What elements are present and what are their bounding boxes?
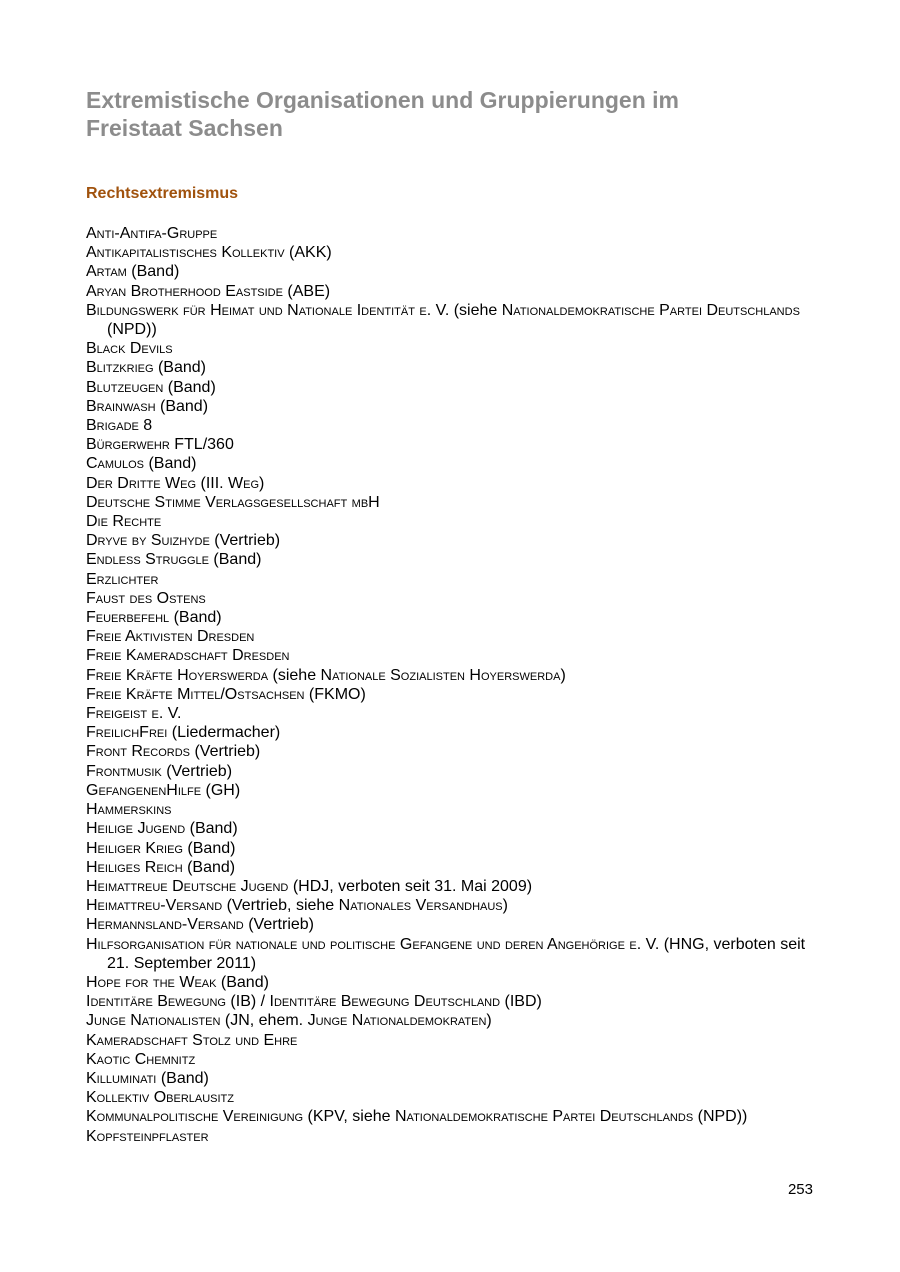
organization-name: Freie Kräfte Hoyerswerda <box>86 666 269 684</box>
organization-entry <box>86 781 826 800</box>
organization-note: (NPD)) <box>107 321 157 339</box>
organization-name: Antikapitalistisches Kollektiv <box>86 244 285 262</box>
organization-entry <box>86 839 826 858</box>
organization-entry <box>86 627 826 646</box>
organization-note: (Vertrieb) <box>209 532 281 550</box>
organization-name: Junge Nationalisten <box>86 1012 221 1030</box>
organization-note: V. (siehe <box>431 301 502 319</box>
organization-entry <box>86 435 826 454</box>
organization-entry <box>86 819 826 838</box>
organization-entry <box>86 378 826 397</box>
organization-name: FreilichFrei <box>86 724 168 742</box>
organization-entry <box>86 685 826 704</box>
organization-entry <box>86 416 826 435</box>
organization-note: V. (HNG, verboten seit 21. September 2011) <box>107 935 806 972</box>
organization-name: Bildungswerk für Heimat und Nationale Identität e. <box>86 301 432 319</box>
organization-entry <box>86 742 826 761</box>
organization-note: (Band) <box>185 820 238 838</box>
organization-name: Identitäre Bewegung Deutschland <box>269 993 501 1011</box>
organization-name: Nationaldemokratische Partei Deutschlands <box>395 1108 694 1126</box>
organization-note: (Band) <box>144 455 197 473</box>
page-number: 253 <box>787 1181 813 1198</box>
organization-note: (ABE) <box>282 282 331 300</box>
document-title-line-1: Extremistische Organisationen und Gruppierungen im <box>86 87 679 113</box>
document-title <box>86 86 826 142</box>
organization-entry <box>86 935 826 973</box>
organization-name: Deutsche Stimme Verlagsgesellschaft mbH <box>86 493 380 511</box>
organization-note: (NPD)) <box>693 1108 748 1126</box>
organization-note: (Band) <box>182 858 236 876</box>
organization-note: (Band) <box>126 263 180 281</box>
organization-note: (IBD) <box>500 993 542 1011</box>
organization-note: (AKK) <box>284 244 332 262</box>
organization-name: Erzlichter <box>86 570 159 588</box>
organization-name: Heiliges Reich <box>86 858 183 876</box>
organization-name: Hilfsorganisation für nationale und politische Gefangene und deren Angehörige e. <box>86 935 642 953</box>
organization-name: Bürgerwehr <box>86 436 170 454</box>
organization-name: Identitäre Bewegung <box>86 993 226 1011</box>
organization-note: (GH) <box>201 781 241 799</box>
organization-note: FTL/360 <box>169 436 234 454</box>
organization-note: (FKMO) <box>304 685 366 703</box>
organization-note: (Band) <box>169 609 222 627</box>
organization-entry <box>86 512 826 531</box>
organization-name: Freie Kräfte Mittel/Ostsachsen <box>86 685 305 703</box>
organization-name: Dryve by Suizhyde <box>86 532 210 550</box>
organization-name: Der Dritte Weg (III. Weg) <box>86 474 265 492</box>
organization-note: (Vertrieb, siehe <box>222 897 339 915</box>
organization-entry <box>86 1011 826 1030</box>
organization-entry <box>86 493 826 512</box>
organization-entry <box>86 358 826 377</box>
organization-name: Killuminati <box>86 1069 157 1087</box>
organization-entry <box>86 282 826 301</box>
organization-name: Kaotic Chemnitz <box>86 1050 196 1068</box>
organization-entry <box>86 608 826 627</box>
organization-name: Anti-Antifa-Gruppe <box>86 225 218 242</box>
organization-name: GefangenenHilfe <box>86 781 202 799</box>
organization-entry <box>86 1050 826 1069</box>
organization-note: (KPV, siehe <box>303 1108 395 1126</box>
organization-name: Hope for the Weak <box>86 973 217 991</box>
organization-entry <box>86 1107 826 1126</box>
organization-entry <box>86 992 826 1011</box>
organization-entry <box>86 666 826 685</box>
organization-note: (Vertrieb) <box>190 743 261 761</box>
organization-entry <box>86 800 826 819</box>
organization-entry <box>86 589 826 608</box>
organization-name: Freie Kameradschaft Dresden <box>86 647 290 665</box>
organization-entry <box>86 877 826 896</box>
organization-name: Die Rechte <box>86 513 162 531</box>
organization-name: Heimattreue Deutsche Jugend <box>86 877 289 895</box>
organization-entry <box>86 262 826 281</box>
organization-note: ) <box>486 1012 492 1030</box>
organization-name: Faust des Ostens <box>86 589 206 607</box>
organization-entry <box>86 397 826 416</box>
organization-entry <box>86 224 826 243</box>
organization-name: Kameradschaft Stolz und Ehre <box>86 1031 298 1049</box>
organization-entry <box>86 973 826 992</box>
organization-name: Brainwash <box>86 397 156 415</box>
organization-note: 8 <box>138 417 153 435</box>
organization-entry <box>86 301 826 339</box>
organization-name: Nationales Versandhaus <box>338 897 503 915</box>
organization-name: Hammerskins <box>86 801 172 819</box>
organization-entry <box>86 474 826 493</box>
organization-name: Feuerbefehl <box>86 609 170 627</box>
organization-list <box>86 224 826 1146</box>
organization-name: Heimattreu-Versand <box>86 897 223 915</box>
organization-name: Aryan Brotherhood Eastside <box>86 282 283 300</box>
organization-note: (Vertrieb) <box>243 916 314 934</box>
organization-note: (Liedermacher) <box>167 724 281 742</box>
organization-name: Freie Aktivisten Dresden <box>86 628 255 646</box>
organization-name: Endless Struggle <box>86 551 209 569</box>
organization-note: (IB) / <box>225 993 270 1011</box>
organization-note: (Band) <box>155 397 209 415</box>
organization-note: (Band) <box>216 973 269 991</box>
organization-entry <box>86 646 826 665</box>
organization-name: Hermannsland-Versand <box>86 916 244 934</box>
organization-note: (Vertrieb) <box>161 762 233 780</box>
document-title-line-2: Freistaat Sachsen <box>86 115 283 141</box>
organization-name: Junge Nationaldemokraten <box>307 1012 487 1030</box>
organization-name: Camulos <box>86 455 145 473</box>
organization-entry <box>86 858 826 877</box>
organization-name: Kommunalpolitische Vereinigung <box>86 1108 304 1126</box>
organization-note: (siehe <box>268 666 321 684</box>
organization-entry <box>86 896 826 915</box>
organization-entry <box>86 1069 826 1088</box>
organization-entry <box>86 723 826 742</box>
organization-name: Brigade <box>86 417 139 435</box>
organization-entry <box>86 531 826 550</box>
organization-entry <box>86 1127 826 1146</box>
organization-entry <box>86 762 826 781</box>
organization-entry <box>86 915 826 934</box>
organization-name: Kollektiv Oberlausitz <box>86 1089 234 1107</box>
organization-note: (JN, ehem. <box>220 1012 308 1030</box>
organization-name: Black Devils <box>86 340 173 358</box>
organization-note: (HDJ, verboten seit 31. Mai 2009) <box>288 877 533 895</box>
organization-note: ) <box>502 897 508 915</box>
organization-entry <box>86 339 826 358</box>
organization-name: Freigeist e. V. <box>86 705 182 723</box>
organization-note: (Band) <box>156 1069 209 1087</box>
organization-entry <box>86 550 826 569</box>
organization-name: Frontmusik <box>86 762 162 780</box>
organization-entry <box>86 704 826 723</box>
organization-name: Nationale Sozialisten Hoyerswerda <box>320 666 561 684</box>
section-heading: Rechtsextremismus <box>86 185 239 202</box>
organization-entry <box>86 454 826 473</box>
organization-note: (Band) <box>153 359 206 377</box>
organization-name: Artam <box>86 263 127 281</box>
organization-note: (Band) <box>208 551 262 569</box>
organization-name: Heilige Jugend <box>86 820 186 838</box>
organization-name: Nationaldemokratische Partei Deutschlands <box>501 301 800 319</box>
document-page <box>86 86 826 1146</box>
organization-entry <box>86 243 826 262</box>
organization-note: ) <box>560 666 566 684</box>
organization-name: Blitzkrieg <box>86 359 154 377</box>
organization-entry <box>86 570 826 589</box>
organization-entry <box>86 1031 826 1050</box>
organization-name: Blutzeugen <box>86 378 164 396</box>
organization-name: Heiliger Krieg <box>86 839 183 857</box>
organization-note: (Band) <box>182 839 236 857</box>
organization-name: Kopfsteinpflaster <box>86 1127 209 1145</box>
organization-entry <box>86 1088 826 1107</box>
organization-note: (Band) <box>163 378 216 396</box>
organization-name: Front Records <box>86 743 190 761</box>
